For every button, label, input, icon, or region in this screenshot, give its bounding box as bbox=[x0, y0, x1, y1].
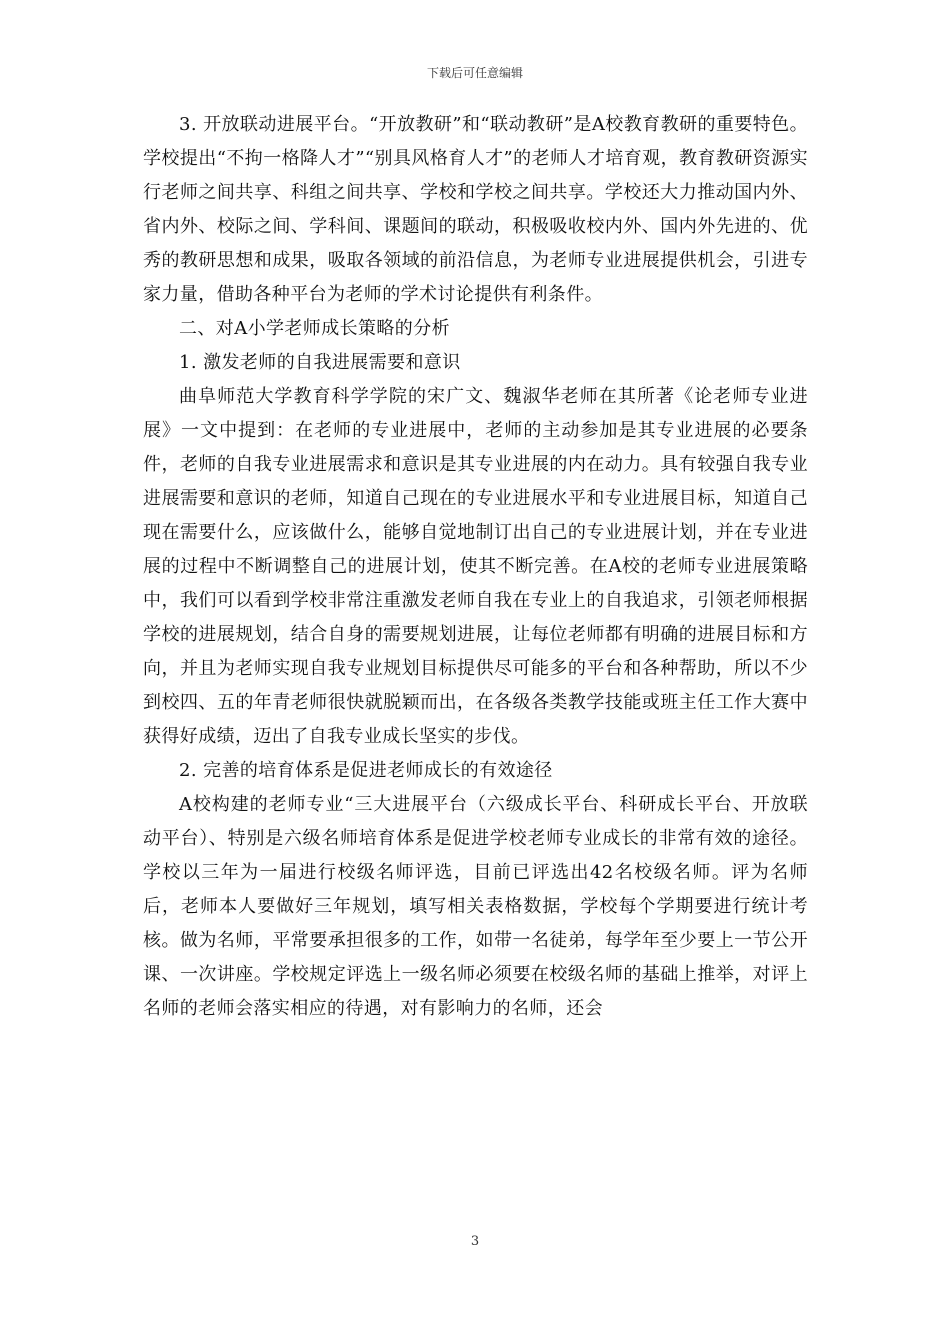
document-body bbox=[143, 108, 808, 1026]
paragraph-training-system: A校构建的老师专业“三大进展平台（六级成长平台、科研成长平台、开放联动平台）、特别是六级名师培育体系是促进学校老师专业成长的非常有效的途径。学校以三年为一届进行校级名师评选，目前已评选出42名校级名师。评为名师后，老师本人要做好三年规划，填写相关表格数据，学校每个学期要进行统计考核。做为名师，平常要承担很多的工作，如带一名徒弟，每学年至少要上一节公开课、一次讲座。学校规定评选上一级名师必须要在校级名师的基础上推举，对评上名师的老师会落实相应的待遇，对有影响力的名师，还会 bbox=[143, 794, 808, 1019]
subheading-self-development: 1. 激发老师的自我进展需要和意识 bbox=[179, 352, 461, 373]
subheading-training-system: 2. 完善的培育体系是促进老师成长的有效途径 bbox=[179, 760, 553, 781]
page-number: 3 bbox=[470, 1234, 480, 1249]
page-header: 下载后可任意编辑 bbox=[426, 66, 523, 80]
section-heading-strategy-analysis: 二、对A小学老师成长策略的分析 bbox=[179, 318, 450, 339]
paragraph-self-development: 曲阜师范大学教育科学学院的宋广文、魏淑华老师在其所著《论老师专业进展》一文中提到：在老师的专业进展中，老师的主动参加是其专业进展的必要条件，老师的自我专业进展需求和意识是其专业进展的内在动力。具有较强自我专业进展需要和意识的老师，知道自己现在的专业进展水平和专业进展目标，知道自己现在需要什么，应该做什么，能够自觉地制订出自己的专业进展计划，并在专业进展的过程中不断调整自己的进展计划，使其不断完善。在A校的老师专业进展策略中，我们可以看到学校非常注重激发老师自我在专业上的自我追求，引领老师根据学校的进展规划，结合自身的需要规划进展，让每位老师都有明确的进展目标和方向，并且为老师实现自我专业规划目标提供尽可能多的平台和各种帮助，所以不少到校四、五的年青老师很快就脱颖而出，在各级各类教学技能或班主任工作大赛中获得好成绩，迈出了自我专业成长坚实的步伐。 bbox=[143, 386, 808, 747]
paragraph-open-platform: 3. 开放联动进展平台。“开放教研”和“联动教研”是A校教育教研的重要特色。学校提出“不拘一格降人才”“别具风格育人才”的老师人才培育观，教育教研资源实行老师之间共享、科组之间共享、学校和学校之间共享。学校还大力推动国内外、省内外、校际之间、学科间、课题间的联动，积极吸收校内外、国内外先进的、优秀的教研思想和成果，吸取各领域的前沿信息，为老师专业进展提供机会，引进专家力量，借助各种平台为老师的学术讨论提供有利条件。 bbox=[143, 114, 808, 305]
